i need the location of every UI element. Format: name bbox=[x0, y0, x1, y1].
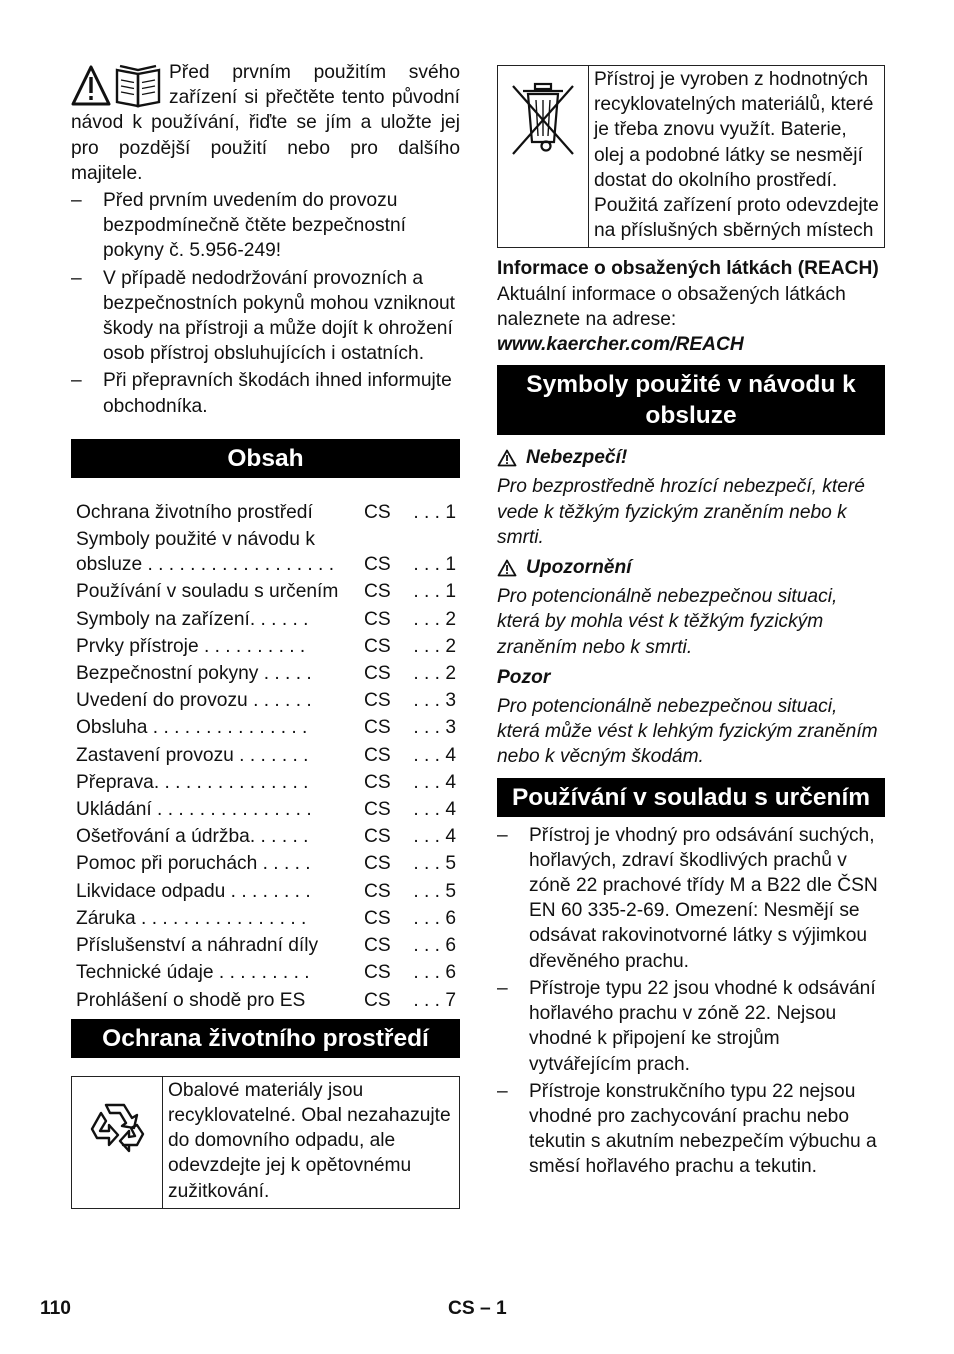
danger-label-text: Nebezpečí! bbox=[526, 447, 628, 469]
table-of-contents bbox=[71, 500, 460, 1013]
list-item: – V případě nedodržování provozních a bezpečnostních pokynů mohou vzniknout škody na přístroji a může dojít k ohrožení osob přístroj obsluhujících i ostatních. bbox=[71, 266, 460, 367]
toc-entry-lang: CS bbox=[364, 853, 391, 875]
toc-entry-lang: CS bbox=[364, 581, 391, 603]
list-item: – Při přepravních škodách ihned informujte obchodníka. bbox=[71, 368, 460, 418]
toc-entry[interactable] bbox=[71, 770, 460, 795]
toc-entry-page: . . . 2 bbox=[413, 608, 456, 630]
recycle-text: Obalové materiály jsou recyklovatelné. Obal nezahazujte do domovního odpadu, ale odevzdejte jej k opětovnému zužitkování. bbox=[163, 1076, 460, 1208]
toc-entry-lang: CS bbox=[364, 690, 391, 712]
caution-text: Pro potencionálně nebezpečnou situaci, která může vést k lehkým fyzickým zraněním nebo k věcným škodám. bbox=[497, 696, 878, 768]
toc-entry-title: Prohlášení o shodě pro ES bbox=[76, 989, 306, 1011]
toc-entry-title: Ochrana životního prostředí bbox=[76, 501, 313, 523]
toc-entry-title: Symboly na zařízení. . . . . . bbox=[76, 608, 309, 630]
caution-label: Pozor bbox=[497, 666, 551, 688]
toc-entry[interactable] bbox=[71, 879, 460, 904]
warning-and-manual-icon bbox=[71, 64, 163, 110]
toc-entry-page: . . . 5 bbox=[413, 880, 456, 902]
toc-entry-lang: CS bbox=[364, 935, 391, 957]
toc-entry-lang: CS bbox=[364, 554, 391, 576]
toc-entry-title: Prvky přístroje . . . . . . . . . . bbox=[76, 635, 306, 657]
toc-entry[interactable] bbox=[71, 933, 460, 958]
danger-label bbox=[497, 445, 885, 470]
list-item: – Přístroje konstrukčního typu 22 nejsou vhodné pro zachycování prachu nebo tekutin s akutním nebezpečím výbuchu a směsí hořlavého prachu a tekutin. bbox=[497, 1079, 885, 1180]
toc-entry-lang: CS bbox=[364, 799, 391, 821]
toc-entry[interactable] bbox=[71, 500, 460, 525]
toc-entry[interactable] bbox=[71, 715, 460, 740]
toc-entry-page: . . . 4 bbox=[413, 771, 456, 793]
reach-title: Informace o obsažených látkách (REACH) bbox=[497, 258, 879, 280]
toc-entry-title: Technické údaje . . . . . . . . . bbox=[76, 962, 310, 984]
toc-entry-title: Likvidace odpadu . . . . . . . . bbox=[76, 880, 311, 902]
toc-entry-page: . . . 7 bbox=[413, 989, 456, 1011]
symbols-heading: Symboly použité v návodu k obsluze bbox=[497, 365, 885, 435]
environment-heading: Ochrana životního prostředí bbox=[71, 1019, 460, 1058]
toc-entry-page: . . . 3 bbox=[413, 717, 456, 739]
toc-entry-page: . . . 1 bbox=[413, 554, 456, 576]
intro-text: Před prvním použitím svého zařízení si přečtěte tento původní návod k používání, řiďte se jím a uložte jej pro pozdější použití nebo pro dalšího majitele. bbox=[71, 62, 460, 184]
list-item: – Přístroj je vhodný pro odsávání suchých, hořlavých, zdraví škodlivých prachů v zóně 22 prachové třídy M a B22 dle ČSN EN 60 335-2-69. Omezení: Nesmějí se odsávat rakovinotvorné látky s výjimkou dřevěného prachu. bbox=[497, 823, 885, 974]
toc-entry[interactable] bbox=[71, 527, 460, 577]
warning-triangle-icon bbox=[497, 449, 517, 467]
toc-entry-title: Symboly použité v návodu k obsluze . . . . . . . . . . . . . . . . . . bbox=[76, 529, 335, 576]
toc-heading: Obsah bbox=[71, 439, 460, 478]
toc-entry-page: . . . 3 bbox=[413, 690, 456, 712]
toc-entry-title: Bezpečnostní pokyny . . . . . bbox=[76, 663, 312, 685]
toc-entry-title: Zastavení provozu . . . . . . . bbox=[76, 744, 309, 766]
page-number: 110 bbox=[40, 1298, 71, 1319]
recycle-icon bbox=[79, 1091, 155, 1167]
toc-entry-page: . . . 1 bbox=[413, 501, 456, 523]
toc-entry-lang: CS bbox=[364, 962, 391, 984]
toc-entry-lang: CS bbox=[364, 880, 391, 902]
toc-entry-title: Pomoc při poruchách . . . . . bbox=[76, 853, 311, 875]
toc-entry-title: Ukládání . . . . . . . . . . . . . . . bbox=[76, 799, 312, 821]
reach-text: Aktuální informace o obsažených látkách naleznete na adrese: bbox=[497, 283, 846, 330]
toc-entry[interactable] bbox=[71, 906, 460, 931]
weee-box bbox=[497, 65, 885, 248]
toc-entry-page: . . . 2 bbox=[413, 635, 456, 657]
toc-entry[interactable] bbox=[71, 851, 460, 876]
toc-entry-page: . . . 6 bbox=[413, 907, 456, 929]
toc-entry[interactable] bbox=[71, 797, 460, 822]
warning-label-text: Upozornění bbox=[526, 557, 632, 579]
list-item: – Přístroje typu 22 jsou vhodné k odsávání hořlavého prachu v zóně 22. Nejsou vhodné k připojení ke strojům vytvářejícím prach. bbox=[497, 976, 885, 1077]
toc-entry-page: . . . 4 bbox=[413, 744, 456, 766]
toc-entry-lang: CS bbox=[364, 608, 391, 630]
list-item: – Před prvním uvedením do provozu bezpodmínečně čtěte bezpečnostní pokyny č. 5.956-249! bbox=[71, 188, 460, 264]
toc-entry-page: . . . 4 bbox=[413, 799, 456, 821]
toc-entry-lang: CS bbox=[364, 771, 391, 793]
toc-entry[interactable] bbox=[71, 743, 460, 768]
intro-block bbox=[71, 60, 460, 186]
warning-triangle-icon bbox=[497, 559, 517, 577]
toc-entry-title: Přeprava. . . . . . . . . . . . . . . bbox=[76, 771, 309, 793]
toc-entry-page: . . . 6 bbox=[413, 935, 456, 957]
toc-entry[interactable] bbox=[71, 661, 460, 686]
toc-entry-page: . . . 4 bbox=[413, 826, 456, 848]
toc-entry[interactable] bbox=[71, 634, 460, 659]
toc-entry-lang: CS bbox=[364, 826, 391, 848]
intro-notes bbox=[71, 188, 460, 419]
toc-entry-lang: CS bbox=[364, 635, 391, 657]
intended-use-list bbox=[497, 823, 885, 1180]
toc-entry-title: Záruka . . . . . . . . . . . . . . . . bbox=[76, 907, 307, 929]
reach-link[interactable]: www.kaercher.com/REACH bbox=[497, 334, 744, 356]
toc-entry[interactable] bbox=[71, 988, 460, 1013]
right-column bbox=[497, 60, 885, 1180]
toc-entry-title: Obsluha . . . . . . . . . . . . . . . bbox=[76, 717, 308, 739]
toc-entry[interactable] bbox=[71, 824, 460, 849]
weee-text: Přístroj je vyroben z hodnotných recyklovatelných materiálů, které je třeba znovu využít. Baterie, olej a podobné látky se nesmějí dostat do okolního prostředí. Použitá zařízení proto odevzdejte na příslušných sběrných místech bbox=[589, 66, 885, 248]
section-page-label: CS – 1 bbox=[448, 1298, 507, 1319]
toc-entry-page: . . . 2 bbox=[413, 663, 456, 685]
toc-entry-title: Používání v souladu s určením bbox=[76, 581, 339, 603]
toc-entry-page: . . . 6 bbox=[413, 962, 456, 984]
toc-entry-lang: CS bbox=[364, 744, 391, 766]
toc-entry[interactable] bbox=[71, 607, 460, 632]
toc-entry-title: Ošetřování a údržba. . . . . . bbox=[76, 826, 309, 848]
crossed-bin-icon bbox=[509, 80, 577, 160]
intended-use-heading: Používání v souladu s určením bbox=[497, 778, 885, 817]
toc-entry-lang: CS bbox=[364, 907, 391, 929]
toc-entry-lang: CS bbox=[364, 717, 391, 739]
toc-entry[interactable] bbox=[71, 579, 460, 604]
toc-entry-title: Uvedení do provozu . . . . . . bbox=[76, 690, 312, 712]
toc-entry-title: Příslušenství a náhradní díly bbox=[76, 935, 319, 957]
recycle-box bbox=[71, 1076, 460, 1209]
toc-entry[interactable] bbox=[71, 688, 460, 713]
left-column bbox=[71, 60, 460, 1209]
toc-entry-lang: CS bbox=[364, 989, 391, 1011]
toc-entry-page: . . . 1 bbox=[413, 581, 456, 603]
warning-text: Pro potencionálně nebezpečnou situaci, která by mohla vést k těžkým fyzickým zraněním nebo k smrti. bbox=[497, 586, 838, 658]
toc-entry[interactable] bbox=[71, 960, 460, 985]
warning-label bbox=[497, 555, 885, 580]
toc-entry-lang: CS bbox=[364, 663, 391, 685]
toc-entry-lang: CS bbox=[364, 501, 391, 523]
danger-text: Pro bezprostředně hrozící nebezpečí, které vede k těžkým fyzickým zraněním nebo k smrti. bbox=[497, 476, 865, 548]
toc-entry-page: . . . 5 bbox=[413, 853, 456, 875]
